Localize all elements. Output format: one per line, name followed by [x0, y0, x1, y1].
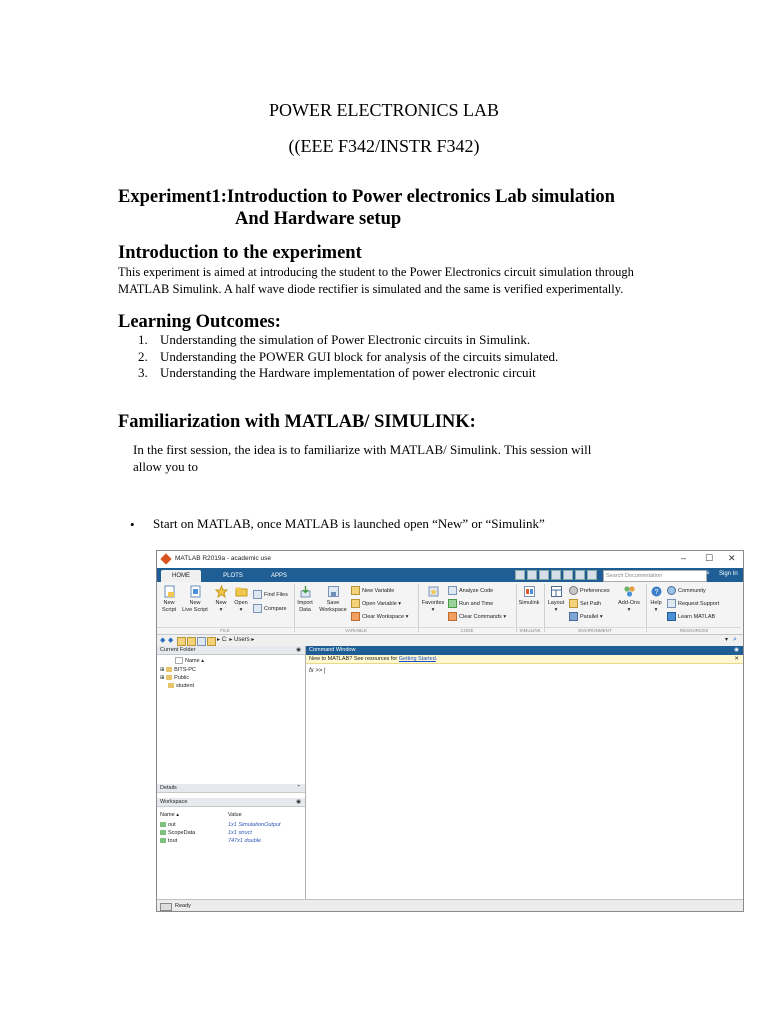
add-ons-icon — [623, 585, 636, 598]
ribbon-separator — [646, 584, 647, 632]
open-variable-icon — [351, 599, 360, 608]
current-folder-icon — [207, 637, 216, 646]
folder-icon — [168, 683, 174, 688]
layout-icon — [550, 585, 563, 598]
learn-matlab-icon — [667, 612, 676, 621]
matlab-window — [156, 550, 744, 912]
import-data-icon — [299, 585, 312, 598]
forward-arrow-icon[interactable]: ◆ — [168, 637, 174, 644]
ribbon-separator — [516, 584, 517, 632]
analyze-code-button[interactable]: Analyze Code — [448, 586, 493, 595]
variable-icon — [160, 830, 166, 835]
simulink-icon — [523, 585, 536, 598]
parallel-button[interactable]: Parallel ▾ — [569, 612, 603, 621]
svg-text:?: ? — [654, 589, 658, 596]
find-files-button[interactable]: Find Files — [253, 590, 288, 599]
open-folder-icon — [235, 585, 248, 598]
intro-heading: Introduction to the experiment — [118, 243, 362, 263]
command-window-header: Command Window ◉ — [306, 646, 743, 655]
variable-icon — [160, 838, 166, 843]
import-data-button[interactable]: Import Data — [296, 585, 314, 614]
compare-icon — [253, 604, 262, 613]
add-ons-button[interactable]: Add-Ons ▾ — [616, 585, 642, 614]
panel-menu-icon[interactable]: ◉ — [734, 647, 739, 653]
workspace-column-headers — [160, 811, 300, 819]
window-title: MATLAB R2019a - academic use — [175, 555, 271, 562]
new-live-script-button[interactable]: New Live Script — [180, 585, 210, 614]
bullet-text: Start on MATLAB, once MATLAB is launched open “New” or “Simulink” — [153, 516, 545, 531]
search-icon[interactable]: ⌕ — [706, 570, 710, 577]
community-icon — [667, 586, 676, 595]
folder-item[interactable]: ⊞ Public — [160, 675, 190, 681]
folder-icon — [166, 667, 172, 672]
collapse-icon[interactable]: ⌃ — [296, 785, 301, 791]
fx-icon[interactable]: fx — [309, 668, 314, 674]
section-simulink: SIMULINK — [517, 627, 543, 635]
folder-item[interactable]: student — [168, 682, 194, 690]
search-documentation-input[interactable]: Search Documentation — [603, 570, 707, 582]
save-icon[interactable] — [515, 570, 525, 580]
clear-workspace-button[interactable]: Clear Workspace ▾ — [351, 612, 408, 621]
new-live-script-icon — [189, 585, 202, 598]
sign-in-link[interactable]: Sign In — [719, 571, 738, 577]
back-arrow-icon[interactable]: ◆ — [160, 637, 166, 644]
experiment-title-line2: And Hardware setup — [235, 209, 402, 229]
workspace-row[interactable]: ScopeData 1x1 struct — [160, 829, 300, 837]
file-icon — [175, 657, 183, 664]
intro-line-2: MATLAB Simulink. A half wave diode rectifier is simulated and the same is verified experimentally. — [118, 282, 624, 296]
quick-access-toolbar — [515, 570, 599, 580]
compare-button[interactable]: Compare — [253, 604, 287, 613]
section-variable: VARIABLE — [295, 627, 417, 635]
learn-matlab-button[interactable]: Learn MATLAB — [667, 612, 715, 621]
workspace-row[interactable]: tout 747x1 double — [160, 837, 300, 845]
course-code: ((EEE F342/INSTR F342) — [288, 136, 480, 156]
variable-icon — [160, 822, 166, 827]
folder-icon — [166, 675, 172, 680]
request-support-button[interactable]: Request Support — [667, 599, 719, 608]
status-bar — [157, 899, 743, 912]
close-banner-icon[interactable]: ✕ — [734, 656, 739, 662]
run-and-time-button[interactable]: Run and Time — [448, 599, 493, 608]
address-dropdown-icon[interactable]: ▾ — [725, 637, 729, 643]
switch-windows-icon[interactable] — [587, 570, 597, 580]
tab-home[interactable]: HOME — [161, 570, 201, 582]
status-indicator-icon[interactable] — [160, 903, 172, 911]
getting-started-link[interactable]: Getting Started — [398, 656, 436, 662]
layout-button[interactable]: Layout ▾ — [546, 585, 566, 614]
set-path-icon — [569, 599, 578, 608]
help-button[interactable]: ? Help ▾ — [648, 585, 664, 614]
panel-menu-icon[interactable]: ◉ — [296, 647, 301, 653]
toolstrip-ribbon — [157, 582, 743, 635]
column-header-name[interactable]: Name ▴ — [175, 657, 204, 665]
browse-folder-icon[interactable] — [187, 637, 196, 646]
new-script-icon — [163, 585, 176, 598]
ribbon-separator — [544, 584, 545, 632]
section-resources: RESOURCES — [647, 627, 741, 635]
matlab-title-bar — [157, 551, 743, 568]
clear-commands-button[interactable]: Clear Commands ▾ — [448, 612, 506, 621]
cut-icon[interactable] — [527, 570, 537, 580]
copy-icon[interactable] — [539, 570, 549, 580]
search-folder-icon[interactable] — [197, 637, 206, 646]
details-header[interactable]: Details ⌃ — [157, 784, 305, 793]
workspace-row[interactable]: out 1x1 SimulationOutput — [160, 821, 300, 829]
outcomes-heading: Learning Outcomes: — [118, 312, 281, 332]
preferences-gear-icon — [569, 586, 578, 595]
preferences-button[interactable]: Preferences — [569, 586, 610, 595]
intro-line-1: This experiment is aimed at introducing the student to the Power Electronics circuit simulation through — [118, 265, 634, 279]
outcome-item: 1. Understanding the simulation of Power Electronic circuits in Simulink. — [138, 332, 531, 347]
ribbon-separator — [294, 584, 295, 632]
matlab-logo-icon — [160, 553, 171, 564]
command-window[interactable] — [306, 646, 743, 899]
analyze-code-icon — [448, 586, 457, 595]
up-folder-icon[interactable] — [177, 637, 186, 646]
undo-icon[interactable] — [563, 570, 573, 580]
panel-menu-icon[interactable]: ◉ — [296, 799, 301, 805]
new-button[interactable]: New ▾ — [212, 585, 230, 614]
simulink-button[interactable]: Simulink — [518, 585, 540, 607]
tab-apps[interactable]: APPS — [270, 573, 287, 579]
favorites-button[interactable]: Favorites ▾ — [420, 585, 446, 614]
maximize-button[interactable]: ☐ — [705, 553, 714, 563]
outcome-item: 2. Understanding the POWER GUI block for analysis of the circuits simulated. — [138, 348, 559, 364]
help-icon — [650, 585, 663, 598]
run-and-time-icon — [448, 599, 457, 608]
new-variable-button[interactable]: New Variable — [351, 586, 394, 595]
find-files-icon — [253, 590, 262, 599]
request-support-icon — [667, 599, 676, 608]
section-code: CODE — [419, 627, 515, 635]
doc-title: POWER ELECTRONICS LAB — [268, 100, 499, 120]
save-workspace-icon — [327, 585, 340, 598]
outcomes-list — [138, 332, 558, 382]
new-star-icon — [215, 585, 228, 598]
ribbon-separator — [418, 584, 419, 632]
tab-plots[interactable]: PLOTS — [223, 573, 243, 579]
set-path-button[interactable]: Set Path — [569, 599, 601, 608]
parallel-icon — [569, 612, 578, 621]
left-panels — [157, 646, 306, 899]
familiar-line-2: allow you to — [133, 459, 198, 474]
new-variable-icon — [351, 586, 360, 595]
address-search-icon[interactable]: ⌕ — [733, 636, 737, 643]
command-prompt[interactable]: fx >> | — [309, 668, 326, 674]
current-folder-header: Current Folder ◉ — [157, 646, 305, 655]
workspace-header: Workspace ◉ — [157, 798, 305, 807]
clear-commands-icon — [448, 612, 457, 621]
open-variable-button[interactable]: Open Variable ▾ — [351, 599, 401, 608]
paste-icon[interactable] — [551, 570, 561, 580]
community-button[interactable]: Community — [667, 586, 706, 595]
name-column-header[interactable]: Name ▴ — [160, 812, 179, 818]
bullet-dot: • — [130, 517, 135, 532]
status-text: Ready — [175, 903, 191, 909]
folder-item[interactable]: ⊞ BITS-PC — [160, 667, 196, 673]
minimize-button[interactable]: – — [681, 553, 687, 563]
redo-icon[interactable] — [575, 570, 585, 580]
save-workspace-button[interactable]: Save Workspace — [317, 585, 349, 614]
getting-started-banner: New to MATLAB? See resources for Getting Started. ✕ — [306, 655, 743, 664]
value-column-header[interactable]: Value — [228, 812, 242, 818]
clear-workspace-icon — [351, 612, 360, 621]
address-path[interactable]: ▸ C: ▸ Users ▸ — [217, 637, 255, 643]
familiar-line-1: In the first session, the idea is to familiarize with MATLAB/ Simulink. This session will — [133, 442, 592, 457]
outcome-item: 3. Understanding the Hardware implementation of power electronic circuit — [138, 365, 536, 380]
close-button[interactable]: ✕ — [728, 553, 736, 563]
new-script-button[interactable]: New Script — [160, 585, 178, 614]
favorites-icon — [427, 585, 440, 598]
experiment-title-line1: Experiment1:Introduction to Power electronics Lab simulation — [118, 187, 615, 207]
section-file: FILE — [157, 627, 293, 635]
open-button[interactable]: Open ▾ — [232, 585, 250, 614]
section-environment: ENVIRONMENT — [545, 627, 645, 635]
familiarization-heading: Familiarization with MATLAB/ SIMULINK: — [118, 412, 476, 432]
